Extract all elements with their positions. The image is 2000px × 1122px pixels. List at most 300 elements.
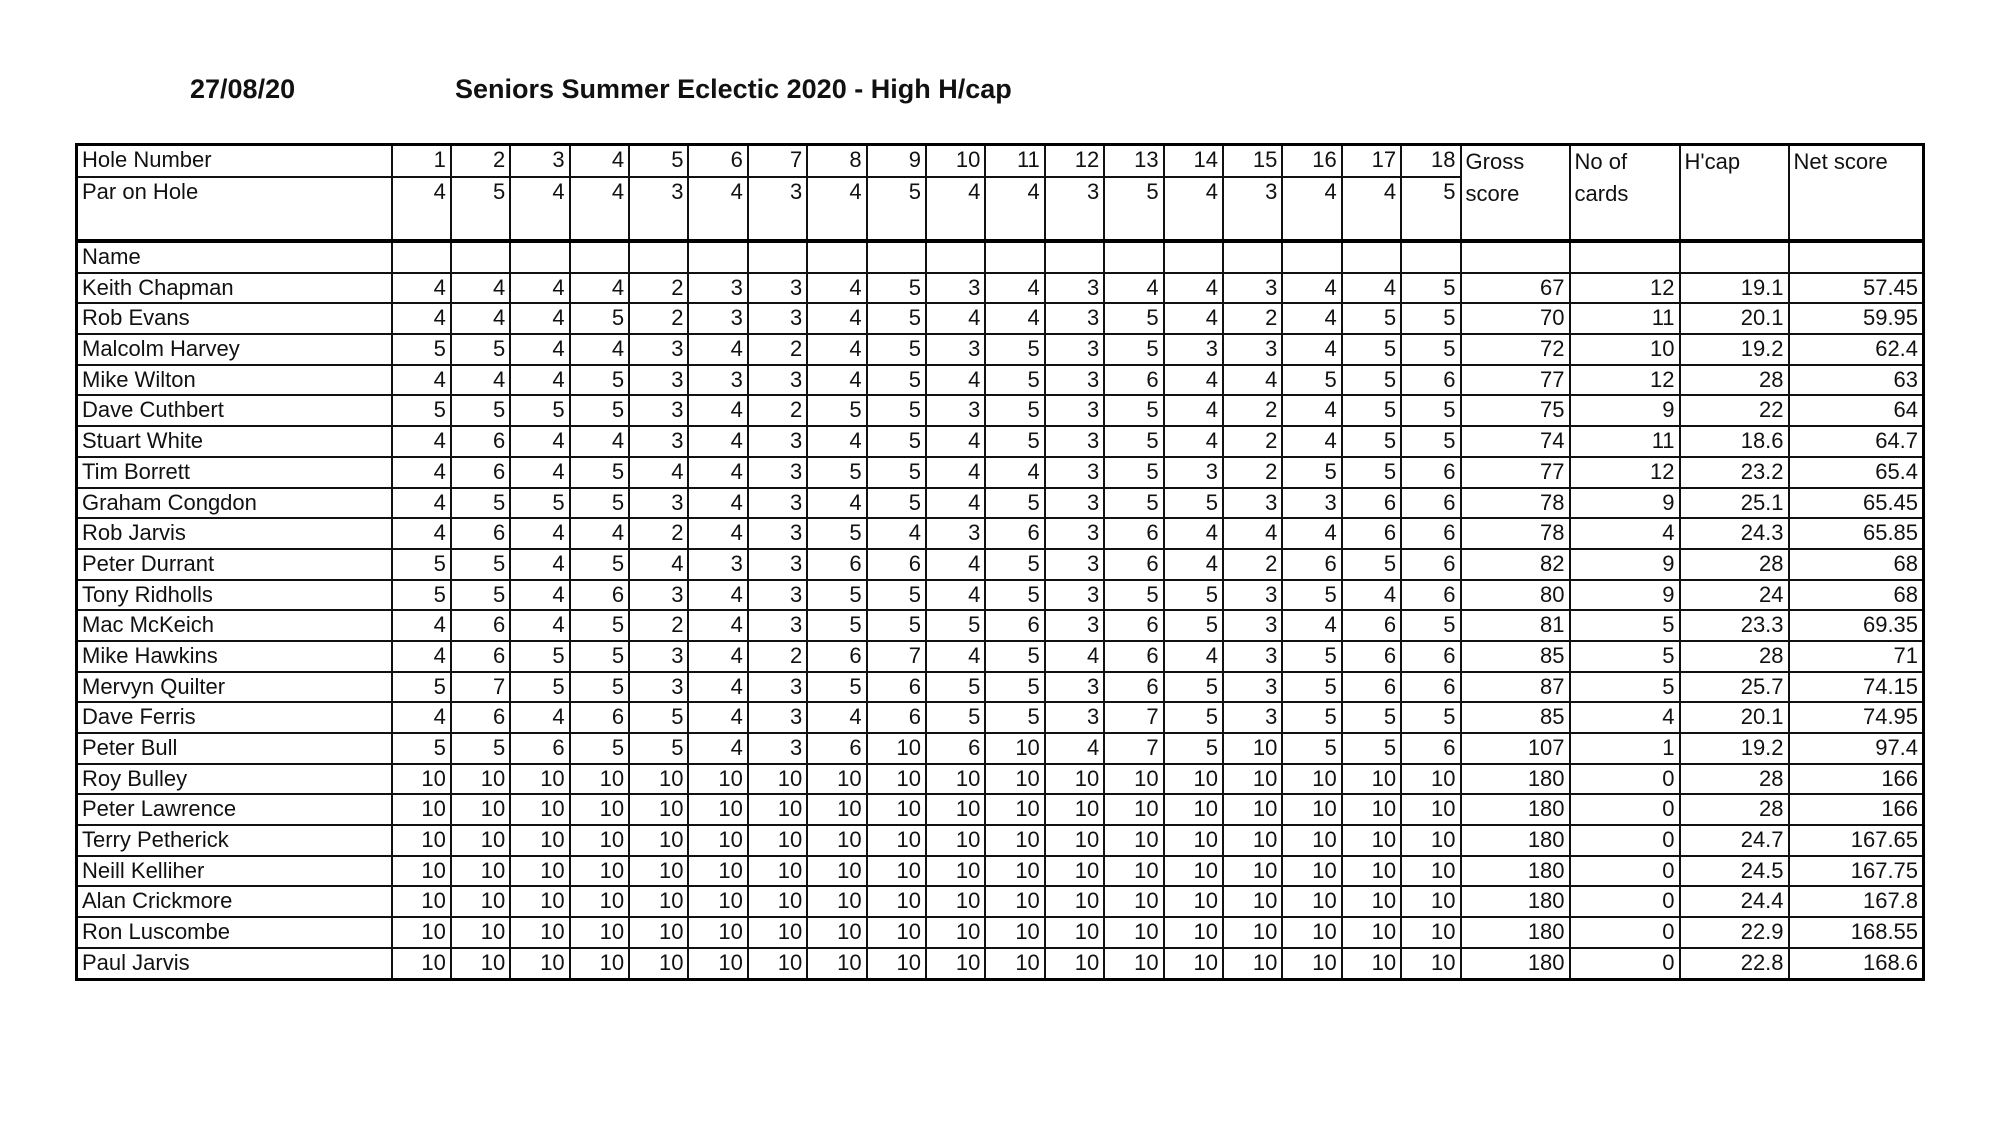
hole-score-cell: 5: [570, 733, 629, 764]
hcap-header-line-1: H'cap: [1684, 149, 1741, 174]
player-name: Alan Crickmore: [77, 886, 392, 917]
hole-score-cell: 7: [1104, 733, 1163, 764]
hole-score-cell: 4: [926, 488, 985, 519]
player-name: Keith Chapman: [77, 273, 392, 304]
hole-score-cell: 10: [510, 794, 569, 825]
no-of-cards-cell: 0: [1570, 794, 1680, 825]
hole-number-cell: 9: [867, 145, 926, 178]
hole-score-cell: 10: [807, 856, 866, 887]
net-score-cell: 64: [1789, 395, 1924, 426]
no-of-cards-cell: 0: [1570, 948, 1680, 979]
hole-score-cell: 10: [1282, 825, 1341, 856]
player-row: [77, 395, 1924, 426]
net-score-cell: 166: [1789, 764, 1924, 795]
hcap-cell: 22: [1680, 395, 1789, 426]
hole-score-cell: 10: [392, 825, 451, 856]
par-cell: 4: [688, 177, 747, 241]
hole-score-cell: 4: [570, 518, 629, 549]
hole-number-cell: 8: [807, 145, 866, 178]
hole-score-cell: 6: [1401, 733, 1460, 764]
gross-score-cell: 85: [1461, 702, 1570, 733]
name-header-row: [77, 241, 1924, 273]
no-of-cards-cell: 4: [1570, 702, 1680, 733]
no-of-cards-cell: 0: [1570, 764, 1680, 795]
empty-header-cell: [1401, 241, 1460, 273]
hole-score-cell: 3: [629, 641, 688, 672]
gross-score-cell: 78: [1461, 518, 1570, 549]
hole-score-cell: 3: [1045, 672, 1104, 703]
no-of-cards-cell: 10: [1570, 334, 1680, 365]
hole-number-cell: 18: [1401, 145, 1460, 178]
hole-score-cell: 10: [570, 948, 629, 979]
hole-score-cell: 6: [451, 426, 510, 457]
empty-header-cell: [629, 241, 688, 273]
no-of-cards-cell: 12: [1570, 457, 1680, 488]
par-cell: 4: [510, 177, 569, 241]
player-row: [77, 917, 1924, 948]
hole-score-cell: 10: [1223, 825, 1282, 856]
empty-header-cell: [570, 241, 629, 273]
hole-score-cell: 6: [510, 733, 569, 764]
hole-score-cell: 5: [985, 426, 1044, 457]
hole-score-cell: 10: [1223, 856, 1282, 887]
hole-score-cell: 5: [807, 395, 866, 426]
net-score-cell: 167.65: [1789, 825, 1924, 856]
hcap-cell: 24.3: [1680, 518, 1789, 549]
hole-score-cell: 4: [510, 610, 569, 641]
hole-score-cell: 5: [1282, 457, 1341, 488]
hole-score-cell: 5: [570, 610, 629, 641]
hole-number-cell: 7: [748, 145, 807, 178]
hole-score-cell: 10: [1223, 948, 1282, 979]
hole-score-cell: 2: [629, 518, 688, 549]
player-row: [77, 549, 1924, 580]
player-name: Terry Petherick: [77, 825, 392, 856]
net-score-cell: 74.15: [1789, 672, 1924, 703]
hole-score-cell: 10: [1401, 948, 1460, 979]
hole-score-cell: 10: [688, 764, 747, 795]
net-score-cell: 168.55: [1789, 917, 1924, 948]
hole-score-cell: 4: [1164, 365, 1223, 396]
player-name: Roy Bulley: [77, 764, 392, 795]
hcap-cell: 18.6: [1680, 426, 1789, 457]
player-row: [77, 518, 1924, 549]
hole-score-cell: 5: [570, 641, 629, 672]
hole-score-cell: 5: [985, 488, 1044, 519]
hole-score-cell: 6: [570, 580, 629, 611]
player-name: Stuart White: [77, 426, 392, 457]
hole-score-cell: 3: [1045, 488, 1104, 519]
hcap-cell: 23.3: [1680, 610, 1789, 641]
hole-score-cell: 5: [867, 426, 926, 457]
gross-score-cell: 107: [1461, 733, 1570, 764]
gross-score-header-line-2: score: [1465, 181, 1520, 206]
hole-score-cell: 2: [1223, 426, 1282, 457]
hole-number-cell: 16: [1282, 145, 1341, 178]
hole-score-cell: 10: [1045, 886, 1104, 917]
hole-score-cell: 3: [748, 303, 807, 334]
player-name: Peter Durrant: [77, 549, 392, 580]
hole-score-cell: 5: [570, 488, 629, 519]
gross-score-cell: 87: [1461, 672, 1570, 703]
hole-score-cell: 10: [688, 948, 747, 979]
hole-score-cell: 4: [688, 641, 747, 672]
no-of-cards-cell: 0: [1570, 886, 1680, 917]
hole-score-cell: 6: [1401, 365, 1460, 396]
no-of-cards-cell: 5: [1570, 641, 1680, 672]
hole-score-cell: 5: [1282, 641, 1341, 672]
hole-score-cell: 7: [451, 672, 510, 703]
hole-score-cell: 3: [629, 580, 688, 611]
hole-score-cell: 5: [451, 334, 510, 365]
no-of-cards-cell: 9: [1570, 549, 1680, 580]
hole-score-cell: 5: [570, 549, 629, 580]
hole-score-cell: 3: [1223, 610, 1282, 641]
hole-score-cell: 4: [1282, 395, 1341, 426]
hole-score-cell: 10: [629, 764, 688, 795]
hole-score-cell: 5: [1282, 733, 1341, 764]
hole-score-cell: 6: [1401, 457, 1460, 488]
hole-score-cell: 3: [748, 672, 807, 703]
hole-score-cell: 2: [629, 610, 688, 641]
gross-score-cell: 70: [1461, 303, 1570, 334]
hole-score-cell: 4: [1342, 273, 1401, 304]
hole-score-cell: 3: [1223, 702, 1282, 733]
hole-score-cell: 5: [867, 488, 926, 519]
hole-score-cell: 3: [688, 365, 747, 396]
empty-header-cell: [451, 241, 510, 273]
hole-score-cell: 4: [510, 426, 569, 457]
hole-score-cell: 10: [1223, 794, 1282, 825]
hole-score-cell: 5: [807, 580, 866, 611]
gross-score-cell: 180: [1461, 886, 1570, 917]
hole-score-cell: 4: [1164, 549, 1223, 580]
hole-score-cell: 5: [392, 549, 451, 580]
hole-score-cell: 10: [807, 794, 866, 825]
hole-score-cell: 10: [867, 856, 926, 887]
hole-score-cell: 5: [570, 303, 629, 334]
hole-score-cell: 4: [926, 365, 985, 396]
hole-score-cell: 5: [451, 580, 510, 611]
hole-score-cell: 10: [1104, 856, 1163, 887]
hole-score-cell: 10: [867, 764, 926, 795]
hcap-cell: 28: [1680, 764, 1789, 795]
hole-score-cell: 10: [985, 825, 1044, 856]
hole-score-cell: 10: [1164, 948, 1223, 979]
hole-score-cell: 5: [392, 334, 451, 365]
hole-score-cell: 6: [867, 549, 926, 580]
empty-header-cell: [985, 241, 1044, 273]
hole-score-cell: 5: [1104, 426, 1163, 457]
hcap-cell: 22.8: [1680, 948, 1789, 979]
hole-score-cell: 5: [867, 580, 926, 611]
hole-score-cell: 10: [748, 856, 807, 887]
hole-number-cell: 17: [1342, 145, 1401, 178]
hole-score-cell: 6: [807, 641, 866, 672]
hole-score-cell: 10: [1223, 886, 1282, 917]
par-cell: 4: [1282, 177, 1341, 241]
hole-score-cell: 10: [392, 764, 451, 795]
hole-score-cell: 10: [1282, 948, 1341, 979]
hole-score-cell: 4: [688, 580, 747, 611]
hole-score-cell: 4: [451, 303, 510, 334]
hole-score-cell: 10: [1045, 856, 1104, 887]
player-name: Rob Evans: [77, 303, 392, 334]
hole-number-cell: 6: [688, 145, 747, 178]
hole-score-cell: 3: [748, 518, 807, 549]
hole-score-cell: 10: [1164, 764, 1223, 795]
par-cell: 3: [629, 177, 688, 241]
hole-score-cell: 4: [1282, 303, 1341, 334]
hole-score-cell: 10: [1223, 764, 1282, 795]
hole-score-cell: 10: [629, 948, 688, 979]
net-score-cell: 71: [1789, 641, 1924, 672]
hole-score-cell: 5: [1164, 733, 1223, 764]
hole-score-cell: 4: [451, 273, 510, 304]
net-score-cell: 59.95: [1789, 303, 1924, 334]
empty-header-cell: [1680, 241, 1789, 273]
hole-number-label: Hole Number: [77, 145, 392, 178]
hole-score-cell: 10: [926, 825, 985, 856]
hole-score-cell: 10: [1342, 856, 1401, 887]
net-score-header-line-1: Net score: [1793, 149, 1888, 174]
no-of-cards-cell: 11: [1570, 426, 1680, 457]
empty-header-cell: [926, 241, 985, 273]
net-score-cell: 65.85: [1789, 518, 1924, 549]
hole-score-cell: 6: [985, 610, 1044, 641]
hole-score-cell: 6: [1342, 641, 1401, 672]
hole-score-cell: 10: [985, 856, 1044, 887]
hole-score-cell: 10: [688, 794, 747, 825]
player-row: [77, 334, 1924, 365]
player-row: [77, 764, 1924, 795]
hole-score-cell: 4: [510, 273, 569, 304]
hole-score-cell: 4: [926, 641, 985, 672]
hole-score-cell: 4: [926, 549, 985, 580]
hole-score-cell: 5: [807, 672, 866, 703]
hole-score-cell: 5: [1342, 334, 1401, 365]
hole-score-cell: 3: [748, 273, 807, 304]
hole-score-cell: 3: [629, 488, 688, 519]
hole-score-cell: 5: [985, 365, 1044, 396]
hole-score-cell: 4: [926, 303, 985, 334]
hole-score-cell: 4: [392, 365, 451, 396]
hole-score-cell: 5: [1342, 303, 1401, 334]
hole-score-cell: 4: [1164, 273, 1223, 304]
par-cell: 4: [392, 177, 451, 241]
player-name: Mervyn Quilter: [77, 672, 392, 703]
hole-score-cell: 3: [1164, 334, 1223, 365]
hole-score-cell: 6: [1342, 518, 1401, 549]
hole-score-cell: 5: [867, 610, 926, 641]
hole-score-cell: 10: [867, 794, 926, 825]
par-cell: 4: [570, 177, 629, 241]
hole-score-cell: 10: [392, 794, 451, 825]
hole-score-cell: 6: [1401, 549, 1460, 580]
hole-score-cell: 4: [1223, 365, 1282, 396]
hole-score-cell: 5: [570, 395, 629, 426]
hole-score-cell: 5: [807, 518, 866, 549]
player-name: Tim Borrett: [77, 457, 392, 488]
no-of-cards-cell: 12: [1570, 273, 1680, 304]
hole-score-cell: 6: [1342, 488, 1401, 519]
hole-score-cell: 10: [570, 917, 629, 948]
hole-score-cell: 5: [1104, 395, 1163, 426]
hole-score-cell: 10: [629, 794, 688, 825]
hole-score-cell: 5: [629, 702, 688, 733]
hole-score-cell: 4: [1342, 580, 1401, 611]
hole-score-cell: 10: [1401, 856, 1460, 887]
empty-header-cell: [1570, 241, 1680, 273]
no-of-cards-cell: 9: [1570, 580, 1680, 611]
hole-score-cell: 4: [1164, 395, 1223, 426]
hole-score-cell: 5: [392, 395, 451, 426]
gross-score-cell: 67: [1461, 273, 1570, 304]
hole-score-cell: 10: [985, 886, 1044, 917]
hcap-cell: 28: [1680, 549, 1789, 580]
hole-score-cell: 5: [1282, 580, 1341, 611]
hcap-header: [1680, 145, 1789, 242]
hole-score-cell: 5: [1342, 733, 1401, 764]
hole-score-cell: 5: [1282, 702, 1341, 733]
hole-score-cell: 10: [451, 794, 510, 825]
name-column-header: Name: [77, 241, 392, 273]
hole-score-cell: 6: [451, 457, 510, 488]
hole-score-cell: 3: [748, 702, 807, 733]
hole-score-cell: 6: [451, 641, 510, 672]
player-name: Dave Ferris: [77, 702, 392, 733]
eclectic-results-table: [75, 143, 1925, 981]
hole-score-cell: 10: [510, 825, 569, 856]
hole-number-cell: 5: [629, 145, 688, 178]
hole-score-cell: 10: [392, 856, 451, 887]
hole-score-cell: 10: [451, 917, 510, 948]
hole-score-cell: 4: [1164, 303, 1223, 334]
player-name: Malcolm Harvey: [77, 334, 392, 365]
hole-score-cell: 10: [985, 733, 1044, 764]
hole-score-cell: 10: [688, 886, 747, 917]
hole-score-cell: 3: [748, 549, 807, 580]
gross-score-cell: 180: [1461, 825, 1570, 856]
hole-score-cell: 10: [1342, 764, 1401, 795]
player-row: [77, 794, 1924, 825]
no-of-cards-cell: 1: [1570, 733, 1680, 764]
hole-score-cell: 4: [807, 426, 866, 457]
par-cell: 4: [926, 177, 985, 241]
hole-score-cell: 4: [392, 488, 451, 519]
hole-score-cell: 5: [392, 580, 451, 611]
hcap-cell: 24.4: [1680, 886, 1789, 917]
player-row: [77, 672, 1924, 703]
player-name: Neill Kelliher: [77, 856, 392, 887]
player-name: Ron Luscombe: [77, 917, 392, 948]
hole-score-cell: 6: [926, 733, 985, 764]
hole-score-cell: 4: [688, 395, 747, 426]
hole-score-cell: 5: [867, 395, 926, 426]
hole-score-cell: 3: [688, 549, 747, 580]
hole-score-cell: 5: [985, 702, 1044, 733]
player-row: [77, 303, 1924, 334]
hole-score-cell: 10: [1401, 764, 1460, 795]
hole-score-cell: 5: [867, 303, 926, 334]
hole-score-cell: 10: [1164, 794, 1223, 825]
hole-score-cell: 3: [1045, 580, 1104, 611]
player-row: [77, 856, 1924, 887]
hole-score-cell: 4: [807, 273, 866, 304]
hole-score-cell: 10: [748, 764, 807, 795]
hole-score-cell: 5: [926, 672, 985, 703]
gross-score-cell: 77: [1461, 365, 1570, 396]
no-of-cards-cell: 9: [1570, 488, 1680, 519]
hole-score-cell: 3: [748, 457, 807, 488]
hole-score-cell: 10: [1104, 917, 1163, 948]
hole-score-cell: 2: [1223, 549, 1282, 580]
hole-score-cell: 5: [392, 672, 451, 703]
hole-score-cell: 6: [867, 672, 926, 703]
hole-score-cell: 3: [1045, 702, 1104, 733]
hole-number-cell: 4: [570, 145, 629, 178]
hole-score-cell: 10: [570, 856, 629, 887]
hole-score-cell: 3: [1282, 488, 1341, 519]
hole-score-cell: 10: [748, 948, 807, 979]
hole-score-cell: 5: [1401, 334, 1460, 365]
no-of-cards-header: [1570, 145, 1680, 242]
hole-score-cell: 4: [1282, 334, 1341, 365]
hole-score-cell: 6: [985, 518, 1044, 549]
hcap-cell: 22.9: [1680, 917, 1789, 948]
hole-score-cell: 10: [629, 917, 688, 948]
hole-score-cell: 10: [451, 856, 510, 887]
hole-score-cell: 4: [926, 580, 985, 611]
hole-score-cell: 6: [1282, 549, 1341, 580]
par-cell: 4: [985, 177, 1044, 241]
hole-score-cell: 2: [1223, 395, 1282, 426]
hole-score-cell: 10: [985, 794, 1044, 825]
empty-header-cell: [1342, 241, 1401, 273]
no-of-cards-cell: 12: [1570, 365, 1680, 396]
hole-score-cell: 10: [451, 764, 510, 795]
net-score-cell: 69.35: [1789, 610, 1924, 641]
hole-number-cell: 10: [926, 145, 985, 178]
hole-score-cell: 10: [629, 886, 688, 917]
hole-score-cell: 3: [1045, 303, 1104, 334]
gross-score-header: [1461, 145, 1570, 242]
hole-number-cell: 15: [1223, 145, 1282, 178]
hole-score-cell: 4: [392, 273, 451, 304]
hcap-cell: 23.2: [1680, 457, 1789, 488]
player-name: Graham Congdon: [77, 488, 392, 519]
hole-score-cell: 10: [451, 825, 510, 856]
hole-score-cell: 10: [688, 917, 747, 948]
empty-header-cell: [1282, 241, 1341, 273]
empty-header-cell: [1045, 241, 1104, 273]
hole-score-cell: 10: [1342, 825, 1401, 856]
hole-score-cell: 5: [867, 273, 926, 304]
player-name: Peter Bull: [77, 733, 392, 764]
hole-score-cell: 5: [985, 334, 1044, 365]
hole-score-cell: 10: [807, 825, 866, 856]
hole-score-cell: 6: [1401, 488, 1460, 519]
hole-score-cell: 5: [985, 395, 1044, 426]
hole-score-cell: 10: [1342, 886, 1401, 917]
hole-score-cell: 4: [1282, 273, 1341, 304]
player-name: Rob Jarvis: [77, 518, 392, 549]
hole-score-cell: 4: [570, 426, 629, 457]
hole-score-cell: 10: [1401, 886, 1460, 917]
hole-score-cell: 10: [1104, 764, 1163, 795]
gross-score-cell: 180: [1461, 794, 1570, 825]
hole-score-cell: 10: [392, 917, 451, 948]
